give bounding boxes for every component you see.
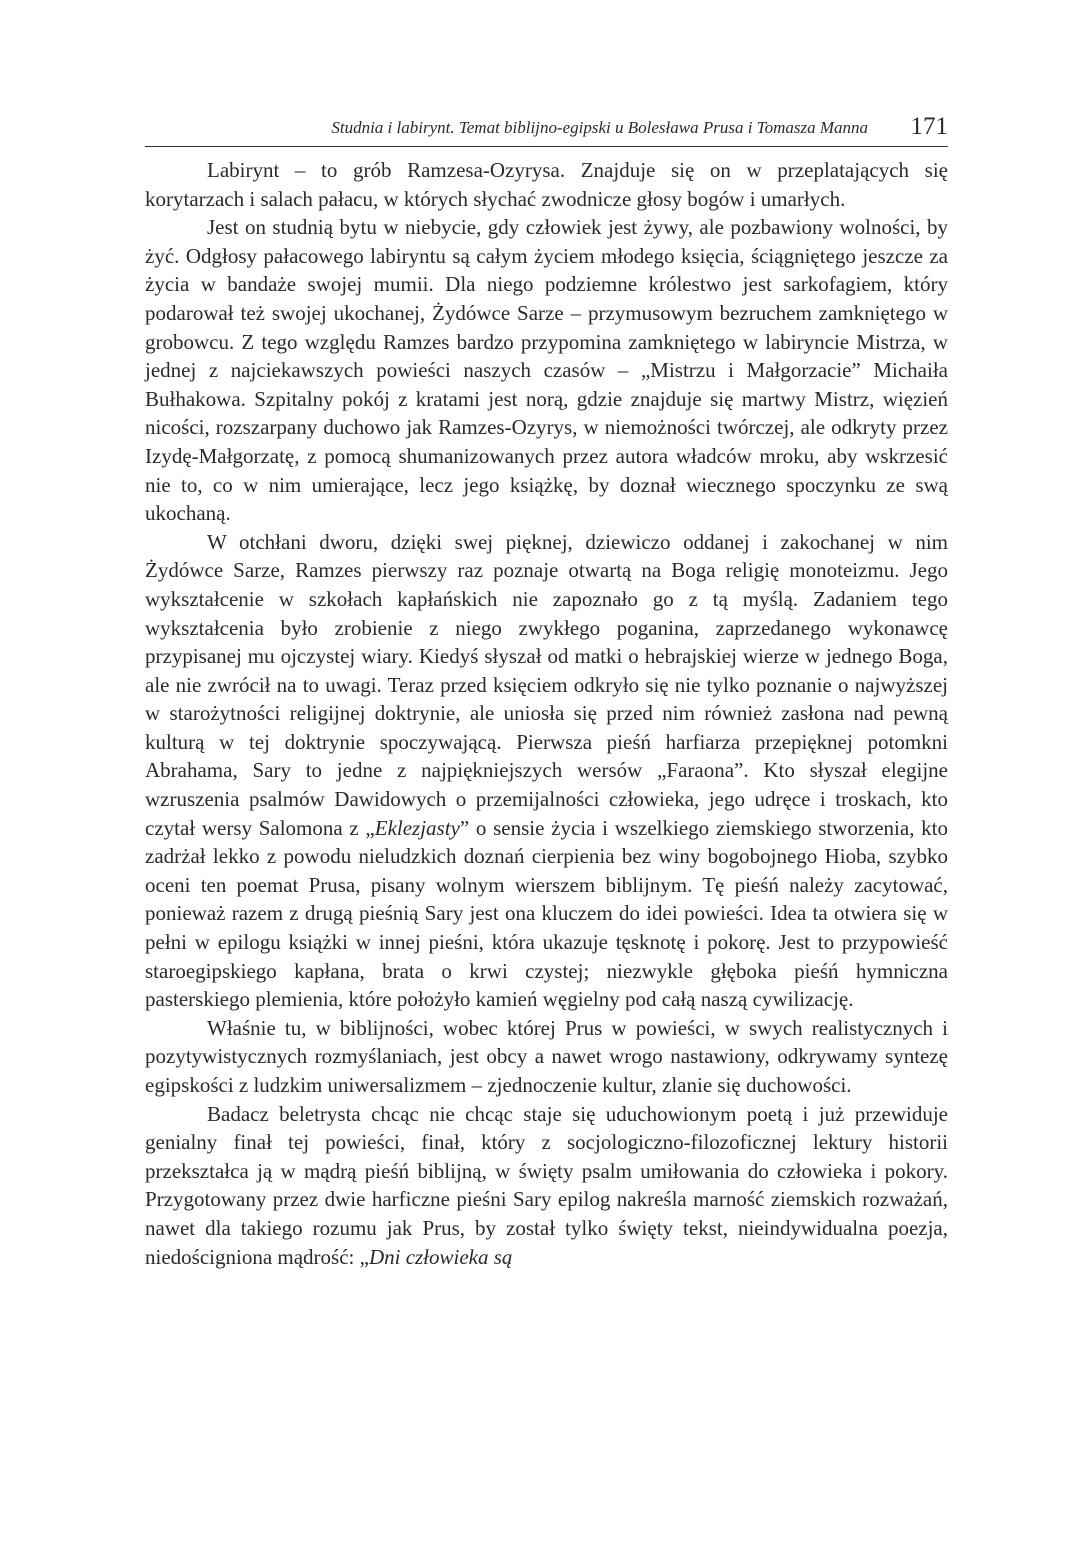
paragraph-5-text-before: Badacz beletrysta chcąc nie chcąc staje się uduchowionym poetą i już przewiduje genialny finał tej powieści, finał, który z socjologiczno-filozoficznej lektury historii przekształca ją w mądrą pieśń biblijną, w święty psalm umiłowania do człowieka i pokory. Przygotowany przez dwie harficzne pieśni Sary epilog nakreśla marność ziemskich rozważań, nawet dla takiego rozumu jak Prus, by został tylko święty tekst, nieindywidualna poezja, niedościgniona mądrość: „ <box>145 1101 948 1269</box>
book-title-eklezjasty: Eklezjasty <box>374 815 460 840</box>
paragraph-2-text: Jest on studnią bytu w niebycie, gdy człowiek jest żywy, ale pozbawiony wolności, by żyć. Odgłosy pałacowego labiryntu są całym życiem młodego księcia, ściągniętego jeszcze za życia w bandaże swojej mumii. Dla niego podziemne królestwo jest sarkofagiem, który podarował też swojej ukochanej, Żydówce Sarze – przymusowym bezruchem zamkniętego w grobowcu. Z tego względu Ramzes bardzo przypomina zamkniętego w labiryncie Mistrza, w jednej z najciekawszych powieści naszych czasów – „Mistrzu i Małgorzacie” Michaiła Bułhakowa. Szpitalny pokój z kratami jest norą, gdzie znajduje się martwy Mistrz, więzień nicości, rozszarpany duchowo jak Ramzes-Ozyrys, w niemożności twórczej, ale odkryty przez Izydę-Małgorzatę, z pomocą shumanizowanych przez autora władców mroku, aby wskrzesić nie to, co w nim umierające, lecz jego książkę, by doznał wiecznego spoczynku ze swą ukochaną. <box>145 215 948 526</box>
paragraph-5 <box>145 1100 948 1272</box>
paragraph-3 <box>145 528 948 1014</box>
quote-dni-czlowieka: Dni człowieka są <box>368 1244 513 1269</box>
running-header <box>145 112 948 147</box>
paragraph-4-text: Właśnie tu, w biblijności, wobec której Prus w powieści, w swych realistycznych i pozytywistycznych rozmyślaniach, jest obcy a nawet wrogo nastawiony, odkrywamy syntezę egipskości z ludzkim uniwersalizmem – zjednoczenie kultur, zlanie się duchowości. <box>145 1015 948 1097</box>
body-text <box>145 156 948 1271</box>
running-title: Studnia i labirynt. Temat biblijno-egipski u Bolesława Prusa i Tomasza Manna <box>331 118 868 137</box>
paragraph-4 <box>145 1014 948 1100</box>
paragraph-1 <box>145 156 948 213</box>
paragraph-3-text-before: W otchłani dworu, dzięki swej pięknej, dziewiczo oddanej i zakochanej w nim Żydówce Sarze, Ramzes pierwszy raz poznaje otwartą na Boga religię monoteizmu. Jego wykształcenie w szkołach kapłańskich nie zapoznało go z tą myślą. Zadaniem tego wykształcenia było zrobienie z niego zwykłego poganina, zaprzedanego wykonawcę przypisanej mu ojczystej wiary. Kiedyś słyszał od matki o hebrajskiej wierze w jednego Boga, ale nie zwrócił na to uwagi. Teraz przed księciem odkryło się nie tylko poznanie o najwyższej w starożytności religijnej doktrynie, ale uniosła się przed nim również zasłona nad pewną kulturą w tej doktrynie spoczywającą. Pierwsza pieśń harfiarza przepięknej potomkni Abrahama, Sary to jedne z najpiękniejszych wersów „Faraona”. Kto słyszał elegijne wzruszenia psalmów Dawidowych o przemijalności człowieka, jego udręce i troskach, kto czytał wersy Salomona z „ <box>145 529 948 840</box>
page-number: 171 <box>910 113 948 140</box>
paragraph-2 <box>145 213 948 528</box>
paragraph-1-text: Labirynt – to grób Ramzesa-Ozyrysa. Znajduje się on w przeplatających się korytarzach i salach pałacu, w których słychać zwodnicze głosy bogów i umarłych. <box>145 158 948 211</box>
paragraph-3-text-after: ” o sensie życia i wszelkiego ziemskiego stworzenia, kto zadrżał lekko z powodu nieludzkich doznań cierpienia bez winy bogobojnego Hioba, szybko oceni ten poemat Prusa, pisany wolnym wierszem biblijnym. Tę pieśń należy zacytować, ponieważ razem z drugą pieśnią Sary jest ona kluczem do idei powieści. Idea ta otwiera się w pełni w epilogu książki w innej pieśni, która ukazuje tęsknotę i pokorę. Jest to przypowieść staroegipskiego kapłana, brata o krwi czystej; niezwykle głęboka pieśń hymniczna pasterskiego plemienia, które położyło kamień węgielny pod całą naszą cywilizację. <box>145 815 948 1012</box>
